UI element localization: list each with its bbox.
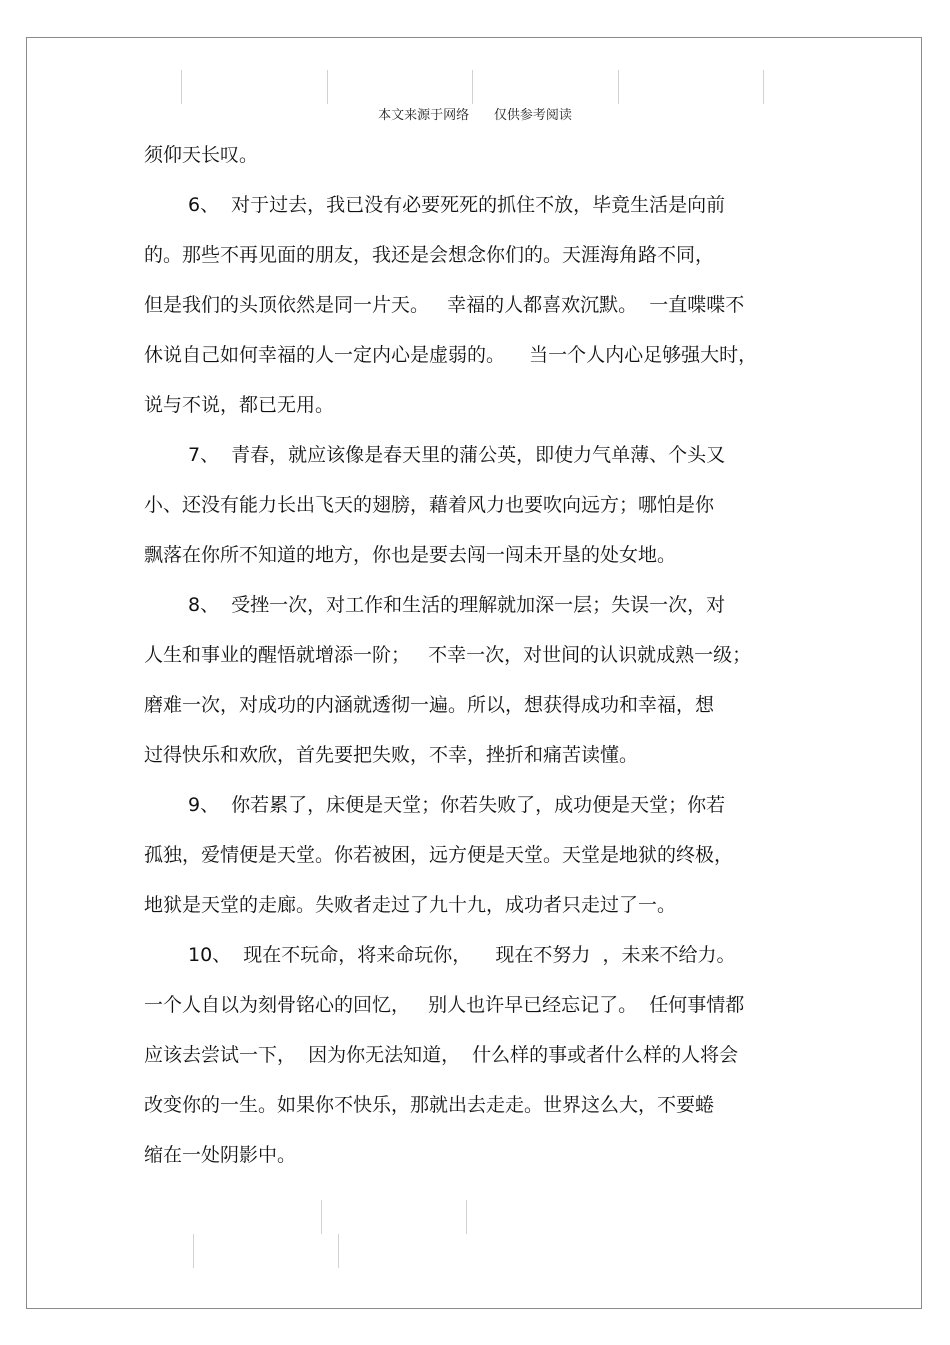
text-line: 过得快乐和欢欣，首先要把失败，不幸，挫折和痛苦读懂。 — [144, 744, 639, 766]
text-line: 飘落在你所不知道的地方，你也是要去闯一闯未开垦的处女地。 — [144, 544, 677, 566]
text-line: 孤独，爱情便是天堂。你若被困，远方便是天堂。天堂是地狱的终极， — [144, 844, 734, 866]
text-line: 6、 对于过去，我已没有必要死死的抓住不放，毕竟生活是向前 — [188, 194, 726, 216]
footer-tick-mark — [466, 1200, 467, 1234]
header-tick-mark — [181, 70, 182, 104]
header-tick-mark — [618, 70, 619, 104]
document-body — [144, 130, 814, 1180]
text-line: 地狱是天堂的走廊。失败者走过了九十九，成功者只走过了一。 — [144, 894, 677, 916]
text-line: 9、 你若累了，床便是天堂；你若失败了，成功便是天堂；你若 — [188, 794, 726, 816]
text-line: 应该去尝试一下， 因为你无法知道， 什么样的事或者什么样的人将会 — [144, 1044, 739, 1066]
header-tick-mark — [327, 70, 328, 104]
text-line: 10、 现在不玩命，将来命玩你， 现在不努力 ，未来不给力。 — [188, 944, 736, 966]
text-line: 一个人自以为刻骨铭心的回忆， 别人也许早已经忘记了。 任何事情都 — [144, 994, 745, 1016]
text-line: 人生和事业的醒悟就增添一阶； 不幸一次，对世间的认识就成熟一级； — [144, 644, 752, 666]
text-line: 改变你的一生。如果你不快乐，那就出去走走。世界这么大，不要蜷 — [144, 1094, 715, 1116]
text-line: 说与不说，都已无用。 — [144, 394, 335, 416]
header-note: 本文来源于网络 仅供参考阅读 — [378, 108, 572, 123]
text-line: 8、 受挫一次，对工作和生活的理解就加深一层；失误一次，对 — [188, 594, 726, 616]
text-line: 的。那些不再见面的朋友，我还是会想念你们的。天涯海角路不同， — [144, 244, 715, 266]
text-line: 但是我们的头顶依然是同一片天。 幸福的人都喜欢沉默。 一直喋喋不 — [144, 294, 745, 316]
text-line: 小、还没有能力长出飞天的翅膀，藉着风力也要吹向远方；哪怕是你 — [144, 494, 715, 516]
text-line: 休说自己如何幸福的人一定内心是虚弱的。 当一个人内心足够强大时， — [144, 344, 758, 366]
text-line: 须仰天长叹。 — [144, 144, 259, 166]
footer-tick-mark — [193, 1234, 194, 1268]
footer-tick-mark — [321, 1200, 322, 1234]
text-line: 7、 青春，就应该像是春天里的蒲公英，即使力气单薄、个头又 — [188, 444, 726, 466]
header-tick-mark — [763, 70, 764, 104]
text-line: 缩在一处阴影中。 — [144, 1144, 297, 1166]
footer-tick-mark — [338, 1234, 339, 1268]
header-tick-mark — [472, 70, 473, 104]
text-line: 磨难一次，对成功的内涵就透彻一遍。所以，想获得成功和幸福，想 — [144, 694, 715, 716]
